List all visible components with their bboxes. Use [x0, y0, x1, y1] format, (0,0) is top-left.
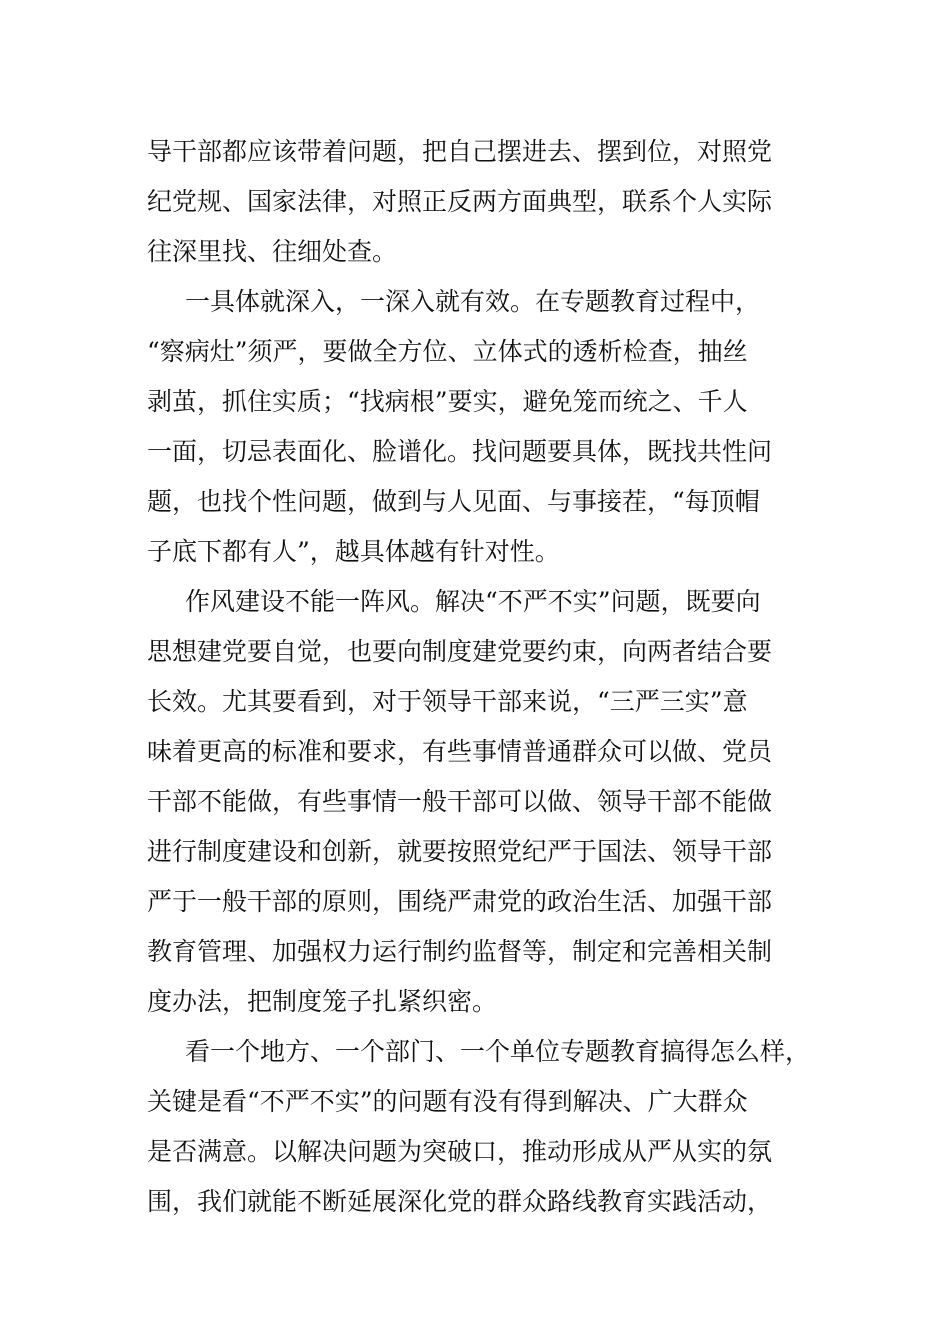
paragraph-3-line-8: 教育管理、加强权力运行制约监督等，制定和完善相关制: [147, 937, 773, 966]
paragraph-3-line-5: 干部不能做，有些事情一般干部可以做、领导干部不能做: [147, 787, 773, 816]
paragraph-3-line-6: 进行制度建设和创新，就要按照党纪严于国法、领导干部: [147, 837, 773, 866]
paragraph-4-line-1: 看一个地方、一个部门、一个单位专题教育搞得怎么样，: [185, 1037, 811, 1066]
paragraph-3-line-9: 度办法，把制度笼子扎紧织密。: [147, 987, 498, 1016]
paragraph-2-line-4: 一面，切忌表面化、脸谱化。找问题要具体，既找共性问: [147, 437, 773, 466]
paragraph-2-line-1: 一具体就深入，一深入就有效。在专题教育过程中，: [185, 287, 761, 316]
paragraph-3-line-1: 作风建设不能一阵风。解决“不严不实”问题，既要向: [185, 587, 761, 616]
paragraph-1-line-2: 纪党规、国家法律，对照正反两方面典型，联系个人实际: [147, 187, 773, 216]
paragraph-3-line-3: 长效。尤其要看到，对于领导干部来说，“三严三实”意: [147, 687, 748, 716]
paragraph-3-line-7: 严于一般干部的原则，围绕严肃党的政治生活、加强干部: [147, 887, 773, 916]
paragraph-1-line-3: 往深里找、往细处查。: [147, 237, 398, 266]
paragraph-4-line-2: 关键是看“不严不实”的问题有没有得到解决、广大群众: [147, 1087, 748, 1116]
paragraph-3-line-2: 思想建党要自觉，也要向制度建党要约束，向两者结合要: [147, 637, 773, 666]
paragraph-4-line-4: 围，我们就能不断延展深化党的群众路线教育实践活动，: [147, 1187, 773, 1216]
paragraph-2-line-5: 题，也找个性问题，做到与人见面、与事接茬，“每顶帽: [147, 487, 760, 516]
paragraph-2-line-3: 剥茧，抓住实质；“找病根”要实，避免笼而统之、千人: [147, 387, 748, 416]
paragraph-2-line-2: “察病灶”须严，要做全方位、立体式的透析检查，抽丝: [147, 337, 748, 366]
paragraph-3-line-4: 味着更高的标准和要求，有些事情普通群众可以做、党员: [147, 737, 773, 766]
paragraph-1-line-1: 导干部都应该带着问题，把自己摆进去、摆到位，对照党: [147, 137, 773, 166]
paragraph-4-line-3: 是否满意。以解决问题为突破口，推动形成从严从实的氛: [147, 1137, 773, 1166]
paragraph-2-line-6: 子底下都有人”，越具体越有针对性。: [147, 537, 560, 566]
